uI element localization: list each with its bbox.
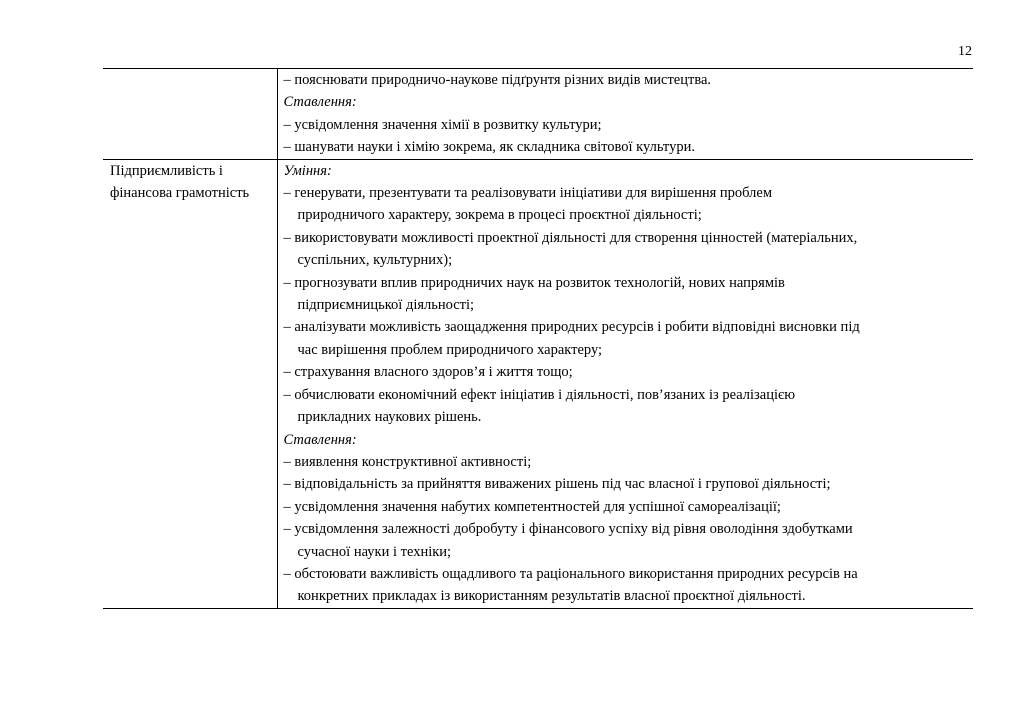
competency-table — [103, 68, 973, 609]
outcome-line: – обчислювати економічний ефект ініціатив і діяльності, пов’язаних із реалізацією — [283, 386, 796, 403]
outcome-line: час вирішення проблем природничого характеру; — [297, 341, 603, 358]
outcome-line: підприємницької діяльності; — [297, 297, 475, 314]
outcome-line: прикладних наукових рішень. — [297, 409, 482, 426]
outcome-line: – усвідомлення залежності добробуту і фінансового успіху від рівня оволодіння здобутками — [283, 521, 853, 538]
learning-outcomes-cell — [277, 159, 973, 608]
outcome-line: – страхування власного здоров’я і життя тощо; — [283, 364, 573, 381]
outcome-line: природничого характеру, зокрема в процесі проєктної діяльності; — [297, 207, 702, 224]
table-row — [103, 159, 973, 608]
outcome-line: – аналізувати можливість заощадження природних ресурсів і робити відповідні висновки під — [283, 319, 860, 336]
competency-name-cell — [103, 69, 277, 160]
competency-name: Підприємливість і фінансова грамотність — [110, 162, 250, 202]
outcome-line: – прогнозувати вплив природничих наук на розвиток технологій, нових напрямів — [283, 274, 785, 291]
competency-name-cell — [103, 159, 277, 608]
outcome-line: – усвідомлення значення хімії в розвитку культури; — [283, 116, 602, 133]
table-body — [103, 69, 973, 609]
page-number: 12 — [958, 44, 972, 59]
section-heading: Ставлення: — [283, 431, 357, 448]
outcome-line: конкретних прикладах із використанням результатів власної проєктної діяльності. — [297, 588, 806, 605]
learning-outcomes-cell — [277, 69, 973, 160]
outcome-line: – виявлення конструктивної активності; — [283, 453, 532, 470]
outcome-line: – обстоювати важливість ощадливого та раціонального використання природних ресурсів на — [283, 565, 858, 582]
outcome-line: – усвідомлення значення набутих компетентностей для успішної самореалізації; — [283, 498, 781, 515]
outcome-line: сучасної науки і техніки; — [297, 543, 452, 560]
table-row — [103, 69, 973, 160]
outcome-line: – пояснювати природничо-наукове підґрунтя різних видів мистецтва. — [283, 72, 712, 88]
outcome-line: – використовувати можливості проектної діяльності для створення цінностей (матеріальних, — [283, 229, 858, 246]
outcome-line: – відповідальність за прийняття виважених рішень під час власної і групової діяльності; — [283, 476, 831, 493]
section-heading: Уміння: — [283, 162, 332, 179]
outcome-line: – генерувати, презентувати та реалізовувати ініціативи для вирішення проблем — [283, 185, 773, 202]
outcome-line: – шанувати науки і хімію зокрема, як складника світової культури. — [283, 139, 695, 156]
section-heading: Ставлення: — [283, 94, 357, 111]
outcome-line: суспільних, культурних); — [297, 252, 453, 269]
